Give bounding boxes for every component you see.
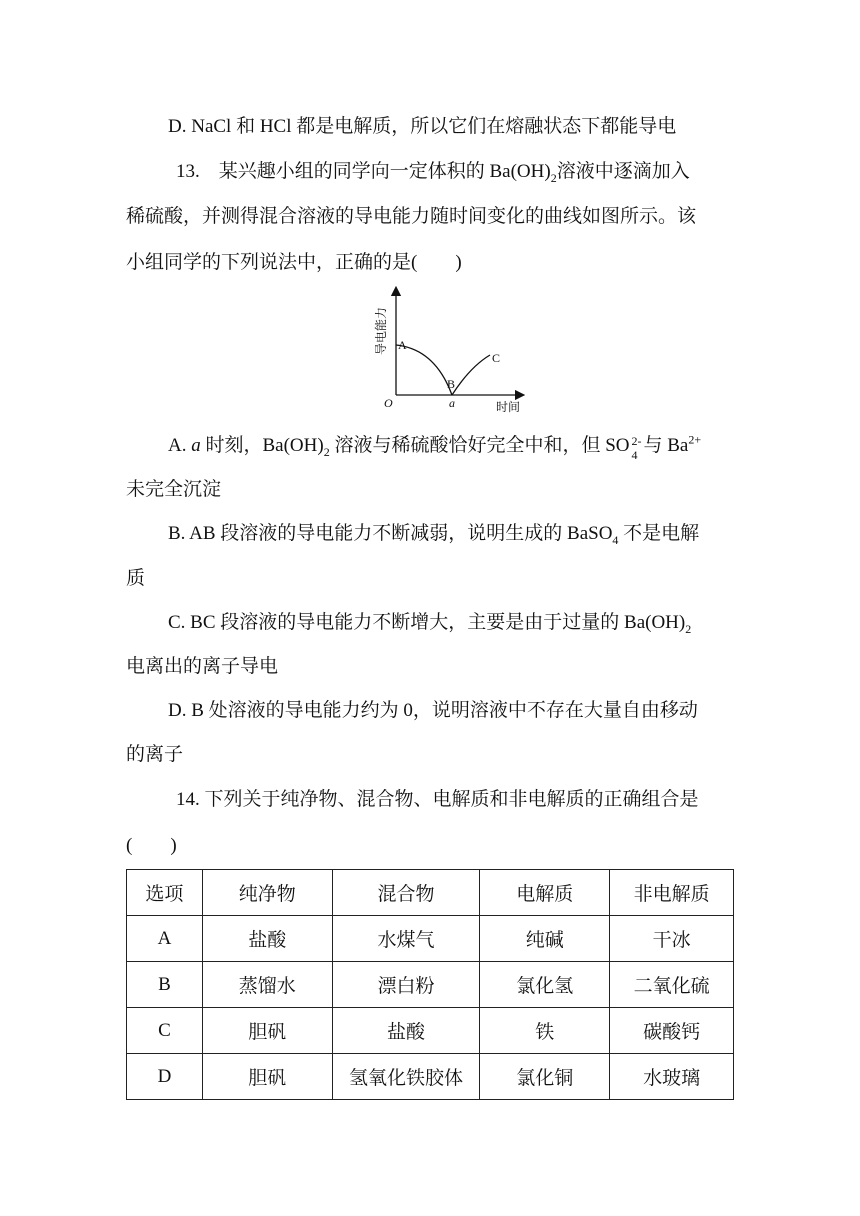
table-cell: 盐酸 <box>202 916 332 962</box>
q14-options-table <box>126 869 734 1100</box>
point-a-label: A <box>398 338 407 352</box>
table-cell: 盐酸 <box>332 1008 480 1054</box>
q13-option-b-line1: B. AB 段溶液的导电能力不断减弱，说明生成的 BaSO$_4$ 不是电解 <box>168 523 700 547</box>
q14-stem-line2: ( ) <box>126 835 177 856</box>
table-cell: 蒸馏水 <box>202 962 332 1008</box>
q14-stem-line1: 14. 下列关于纯净物、混合物、电解质和非电解质的正确组合是 <box>176 789 699 810</box>
table-cell: 铁 <box>480 1008 610 1054</box>
tick-a-label: a <box>449 396 455 410</box>
conductivity-curve-bc <box>452 355 490 395</box>
table-row <box>127 1008 734 1054</box>
q13-option-a-line2: 未完全沉淀 <box>126 479 222 500</box>
table-cell: 氢氧化铁胶体 <box>332 1054 480 1100</box>
conductivity-graph <box>370 285 530 417</box>
q13-option-c-line2: 电离出的离子导电 <box>126 656 279 677</box>
table-cell: 胆矾 <box>202 1008 332 1054</box>
header-cell: 选项 <box>127 870 203 916</box>
table-cell: 碳酸钙 <box>610 1008 734 1054</box>
x-axis-label: 时间 <box>496 400 521 414</box>
table-row <box>127 1054 734 1100</box>
origin-label: O <box>384 396 393 410</box>
q13-stem-line3: 小组同学的下列说法中，正确的是( ) <box>126 252 462 273</box>
table-header-row <box>127 870 734 916</box>
table-cell: C <box>127 1008 203 1054</box>
header-cell: 纯净物 <box>202 870 332 916</box>
q12-option-d <box>168 113 676 141</box>
q13-stem-line1: 13. 某兴趣小组的同学向一定体积的 $Ba(OH)_2$溶液中逐滴加入 <box>176 161 690 185</box>
table-cell: 二氧化硫 <box>610 962 734 1008</box>
table-cell: 水玻璃 <box>610 1054 734 1100</box>
q13-option-a-line1: A. a 时刻，$Ba(OH)_2$ 溶液与稀硫酸恰好完全中和，但 SO 2- 4 与 $Ba^{2+}$ <box>168 432 702 462</box>
table-cell: 水煤气 <box>332 916 480 962</box>
q13-option-b-line2: 质 <box>126 568 146 589</box>
conductivity-curve-ab <box>396 345 452 395</box>
y-axis-label: 导电能力 <box>374 306 388 355</box>
table-cell: B <box>127 962 203 1008</box>
table-cell: 干冰 <box>610 916 734 962</box>
header-cell: 电解质 <box>480 870 610 916</box>
table-cell: 漂白粉 <box>332 962 480 1008</box>
table-cell: 纯碱 <box>480 916 610 962</box>
table-row <box>127 916 734 962</box>
header-cell: 非电解质 <box>610 870 734 916</box>
q13-option-d-line2: 的离子 <box>126 744 184 765</box>
table-cell: 胆矾 <box>202 1054 332 1100</box>
point-c-label: C <box>492 351 501 365</box>
header-cell: 混合物 <box>332 870 480 916</box>
q12-option-d-text: D. NaCl 和 HCl 都是电解质，所以它们在熔融状态下都能导电 <box>168 116 677 137</box>
table-cell: 氯化氢 <box>480 962 610 1008</box>
table-cell: D <box>127 1054 203 1100</box>
table-row <box>127 962 734 1008</box>
point-b-label: B <box>447 377 456 391</box>
q13-stem-line2: 稀硫酸，并测得混合溶液的导电能力随时间变化的曲线如图所示。该 <box>126 206 697 227</box>
sulfate-ion-scripts: 2- 4 <box>631 434 642 462</box>
table-cell: 氯化铜 <box>480 1054 610 1100</box>
table-cell: A <box>127 916 203 962</box>
q13-option-d-line1: D. B 处溶液的导电能力约为 0，说明溶液中不存在大量自由移动 <box>168 700 698 721</box>
q13-option-c-line1: C. BC 段溶液的导电能力不断增大，主要是由于过量的 $Ba(OH)_2$ <box>168 612 692 636</box>
